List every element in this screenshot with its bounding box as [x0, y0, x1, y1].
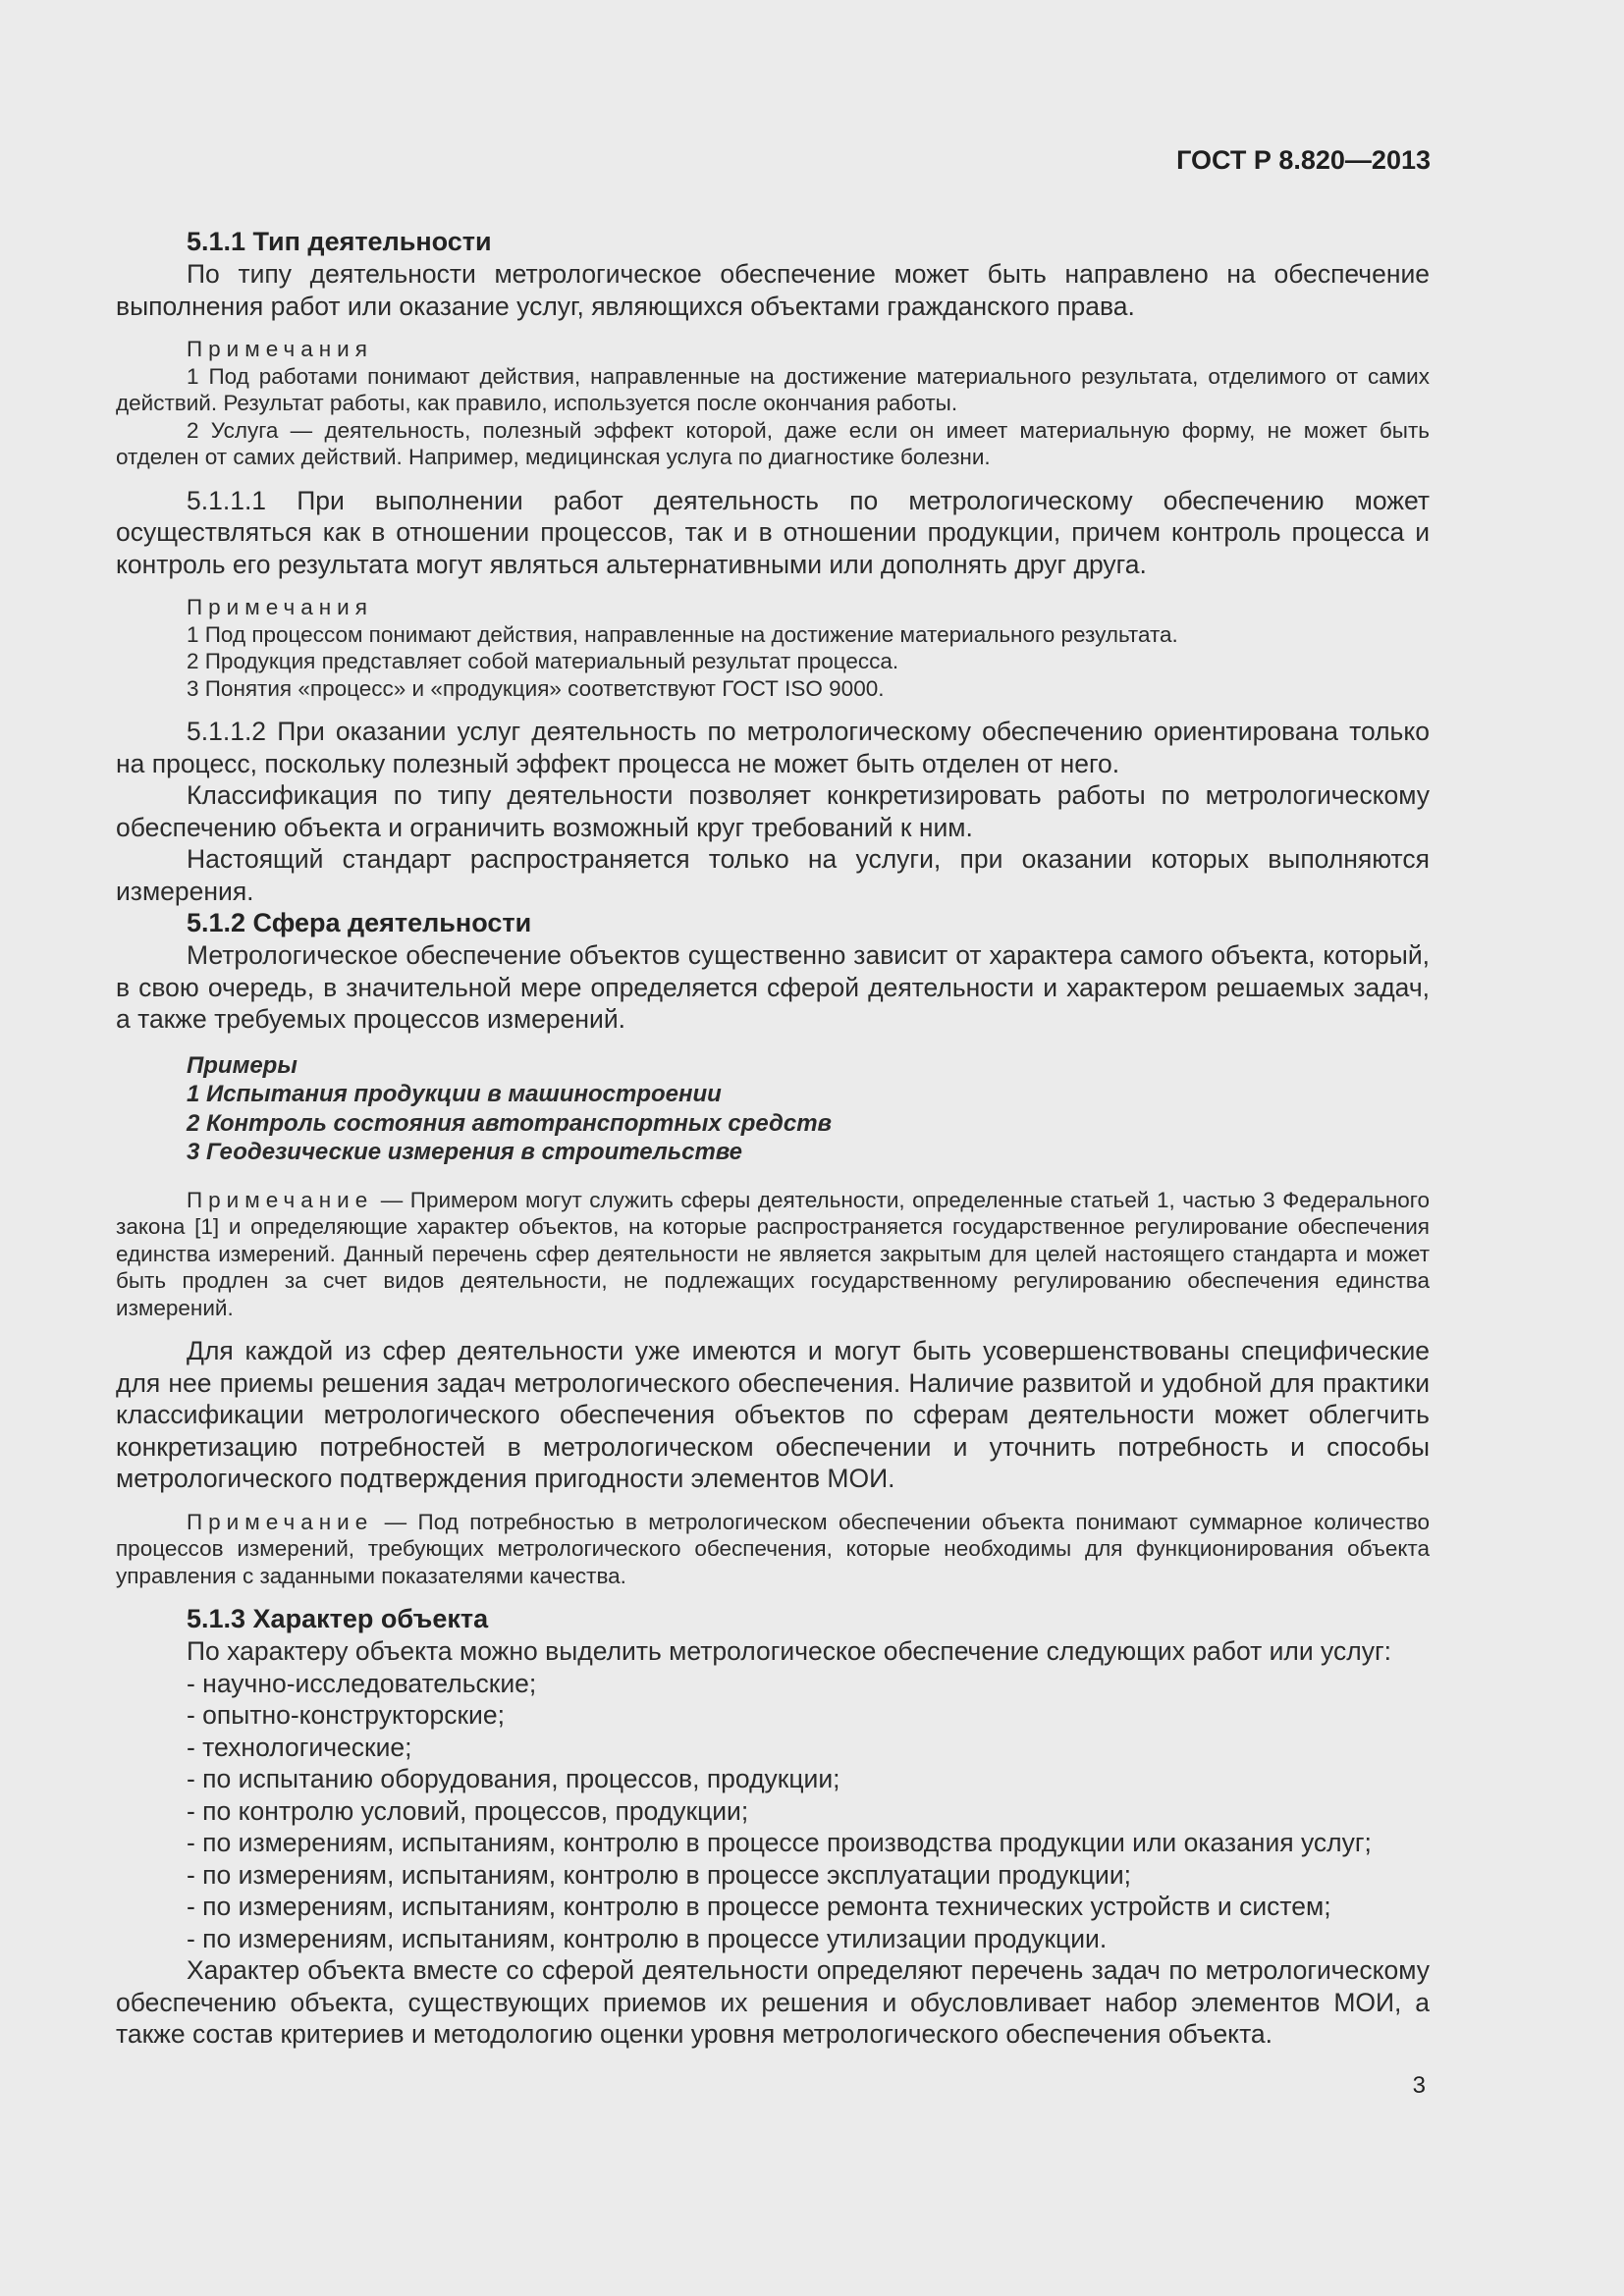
section-5-1-1-title: 5.1.1 Тип деятельности	[187, 227, 492, 256]
object-character-paragraph: Характер объекта вместе со сферой деятельности определяют перечень задач по метрологическому обеспечению объекта, существующих приемов их решения и обусловливает набор элементов МОИ, а также состав критериев и методологию оценки уровня метрологического обеспечения объекта.	[116, 1955, 1430, 2049]
classification-paragraph: Классификация по типу деятельности позволяет конкретизировать работы по метрологическому обеспечению объекта и ограничить возможный круг требований к ним.	[116, 780, 1430, 842]
list-item: - научно-исследовательские;	[187, 1668, 537, 1698]
note-item: 2 Услуга — деятельность, полезный эффект которой, даже если он имеет материальную форму, не может быть отделен от самих действий. Например, медицинская услуга по диагностике болезни.	[116, 417, 1430, 469]
list-item: - по измерениям, испытаниям, контролю в процессе утилизации продукции.	[187, 1923, 1108, 1953]
list-item: - по измерениям, испытаниям, контролю в процессе производства продукции или оказания услуг;	[187, 1828, 1372, 1857]
example-item: 3 Геодезические измерения в строительстве	[187, 1139, 743, 1165]
list-item: - опытно-конструкторские;	[187, 1700, 505, 1730]
spheres-paragraph: Для каждой из сфер деятельности уже имеются и могут быть усовершенствованы специфические для нее приемы решения задач метрологического обеспечения. Наличие развитой и удобной для практики классификации метрологического обеспечения объектов по сферам деятельности может облегчить конкретизацию потребностей в метрологическом обеспечении и уточнить потребность и способы метрологического подтверждения пригодности элементов МОИ.	[116, 1336, 1430, 1493]
note-paragraph	[116, 1509, 1430, 1590]
section-5-1-3-paragraph: По характеру объекта можно выделить метрологическое обеспечение следующих работ или услуг:	[187, 1636, 1391, 1666]
note-item: 1 Под процессом понимают действия, направленные на достижение материального результата.	[187, 621, 1178, 647]
note-text: — Примером могут служить сферы деятельности, определенные статьей 1, частью 3 Федерального закона [1] и определяющие характер объектов, на которые распространяется государственное регулирование обеспечения единства измерений. Данный перечень сфер деятельности не является закрытым для целей настоящего стандарта и может быть продлен за счет видов деятельности, не подлежащих государственному регулированию обеспечения единства измерений.	[116, 1187, 1430, 1320]
note-item: 3 Понятия «процесс» и «продукция» соответствуют ГОСТ ISO 9000.	[187, 675, 885, 701]
list-item: - по контролю условий, процессов, продукции;	[187, 1795, 749, 1826]
note-item: 1 Под работами понимают действия, направленные на достижение материального результата, отделимого от самих действий. Результат работы, как правило, используется после окончания работы.	[116, 363, 1430, 415]
page-content	[116, 226, 1430, 2051]
note-label: Примечание	[187, 1509, 374, 1534]
note-label: Примечание	[187, 1187, 374, 1212]
section-5-1-3-title: 5.1.3 Характер объекта	[187, 1604, 489, 1633]
scope-paragraph: Настоящий стандарт распространяется только на услуги, при оказании которых выполняются измерения.	[116, 844, 1430, 906]
section-5-1-2-paragraph: Метрологическое обеспечение объектов существенно зависит от характера самого объекта, который, в свою очередь, в значительной мере определяется сферой деятельности и характером решаемых задач, а также требуемых процессов измерений.	[116, 940, 1430, 1034]
list-item: - по испытанию оборудования, процессов, продукции;	[187, 1764, 840, 1793]
clause-5-1-1-2: 5.1.1.2 При оказании услуг деятельность по метрологическому обеспечению ориентирована только на процесс, поскольку полезный эффект процесса не может быть отделен от него.	[116, 717, 1430, 778]
list-item: - технологические;	[187, 1732, 412, 1762]
list-item: - по измерениям, испытаниям, контролю в процессе эксплуатации продукции;	[187, 1859, 1131, 1890]
note-item: 2 Продукция представляет собой материальный результат процесса.	[187, 649, 899, 673]
standard-header: ГОСТ Р 8.820—2013	[1176, 145, 1431, 175]
section-5-1-2-title: 5.1.2 Сфера деятельности	[187, 908, 532, 937]
note-paragraph	[116, 1187, 1430, 1322]
page-number: 3	[1412, 2072, 1426, 2099]
example-item: 1 Испытания продукции в машиностроении	[187, 1081, 722, 1107]
example-item: 2 Контроль состояния автотранспортных средств	[187, 1109, 833, 1137]
section-5-1-1-paragraph: По типу деятельности метрологическое обеспечение может быть направлено на обеспечение выполнения работ или оказание услуг, являющихся объектами гражданского права.	[116, 259, 1430, 321]
clause-5-1-1-1: 5.1.1.1 При выполнении работ деятельность по метрологическому обеспечению может осуществляться как в отношении процессов, так и в отношении продукции, причем контроль процесса и контроль его результата могут являться альтернативными или дополнять друг друга.	[116, 485, 1430, 579]
notes-heading: Примечания	[187, 595, 373, 619]
notes-heading: Примечания	[187, 337, 373, 361]
examples-heading: Примеры	[187, 1051, 298, 1079]
note-text: — Под потребностью в метрологическом обеспечении объекта понимают суммарное количество процессов измерений, требующих метрологического обеспечения, которые необходимы для функционирования объекта управления с заданными показателями качества.	[116, 1509, 1430, 1588]
list-item: - по измерениям, испытаниям, контролю в процессе ремонта технических устройств и систем;	[187, 1892, 1331, 1921]
